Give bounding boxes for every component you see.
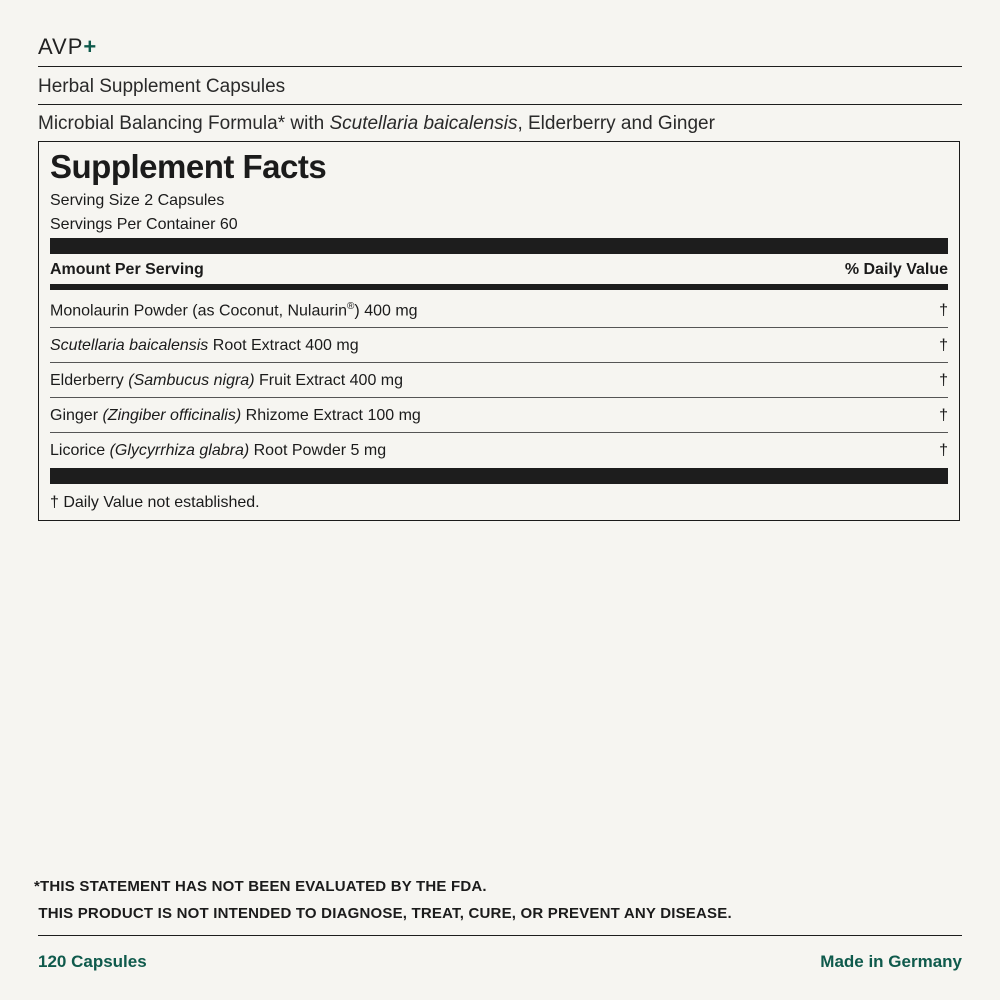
medium-divider	[50, 284, 948, 290]
servings-per-container: Servings Per Container 60	[50, 216, 238, 233]
facts-header-row	[50, 261, 948, 279]
fda-disclaimer-line-2: THIS PRODUCT IS NOT INTENDED TO DIAGNOSE, TREAT, CURE, OR PREVENT ANY DISEASE.	[34, 905, 732, 922]
ingredient-row	[50, 293, 948, 328]
product-type: Herbal Supplement Capsules	[38, 76, 286, 97]
thick-divider	[50, 468, 948, 484]
facts-title: Supplement Facts	[50, 148, 327, 185]
capsule-count: 120 Capsules	[38, 952, 147, 971]
ingredient-name: Elderberry (Sambucus nigra) Fruit Extract 400 mg	[50, 371, 404, 389]
ingredient-row	[50, 433, 948, 468]
brand-logo	[38, 34, 97, 60]
ingredient-name: Scutellaria baicalensis Root Extract 400 mg	[50, 336, 359, 354]
supplement-facts-panel	[38, 141, 960, 521]
thick-divider	[50, 238, 948, 254]
formula-description: Microbial Balancing Formula* with Scutellaria baicalensis, Elderberry and Ginger	[38, 113, 715, 134]
ingredient-name: Monolaurin Powder (as Coconut, Nulaurin®) 400 mg	[50, 300, 418, 320]
ingredient-row	[50, 328, 948, 363]
ingredient-dv: †	[939, 301, 948, 319]
ingredient-dv: †	[939, 371, 948, 389]
ingredient-dv: †	[939, 441, 948, 459]
divider	[38, 104, 962, 105]
brand-name: AVP	[38, 34, 84, 59]
ingredient-name: Ginger (Zingiber officinalis) Rhizome Extract 100 mg	[50, 406, 421, 424]
brand-plus: +	[83, 34, 98, 59]
ingredient-dv: †	[939, 336, 948, 354]
amount-per-serving-label: Amount Per Serving	[50, 261, 204, 278]
ingredient-row	[50, 363, 948, 398]
serving-size: Serving Size 2 Capsules	[50, 192, 225, 209]
ingredient-name: Licorice (Glycyrrhiza glabra) Root Powder 5 mg	[50, 441, 387, 459]
daily-value-footnote: † Daily Value not established.	[50, 494, 260, 511]
ingredient-dv: †	[939, 406, 948, 424]
divider	[38, 66, 962, 67]
ingredient-row	[50, 398, 948, 433]
divider	[38, 935, 962, 936]
daily-value-label: % Daily Value	[844, 261, 948, 278]
fda-disclaimer-line-1: *THIS STATEMENT HAS NOT BEEN EVALUATED BY THE FDA.	[34, 878, 487, 895]
country-of-origin: Made in Germany	[820, 952, 962, 971]
